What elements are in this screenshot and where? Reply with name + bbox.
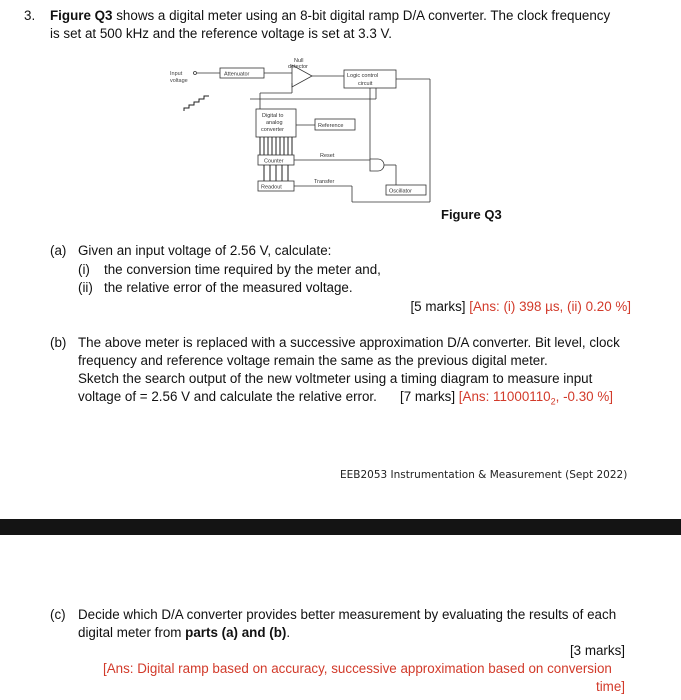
figure-caption: Figure Q3 bbox=[441, 207, 502, 222]
input-label-2: voltage bbox=[170, 78, 188, 84]
part-a-answer: [Ans: (i) 398 µs, (ii) 0.20 %] bbox=[469, 299, 631, 314]
part-c-line2-pre: digital meter from bbox=[78, 625, 186, 640]
attenuator-label: Attenuator bbox=[224, 71, 250, 78]
readout-label: Readout bbox=[261, 184, 282, 191]
and-gate bbox=[370, 159, 384, 171]
input-label-1: Input bbox=[170, 71, 183, 77]
part-b-answer-suffix: , -0.30 %] bbox=[555, 389, 613, 404]
logic-label-2: circuit bbox=[358, 81, 373, 87]
part-c-line2-post: . bbox=[286, 625, 291, 640]
question-intro-line1 bbox=[50, 7, 670, 25]
part-a-item-text: the relative error of the measured voltage. bbox=[104, 280, 353, 295]
readout-bus bbox=[264, 165, 288, 181]
part-c-line2 bbox=[78, 624, 290, 642]
part-c-label: (c) bbox=[50, 607, 66, 622]
dac-bus bbox=[260, 137, 292, 155]
figure-ref: Figure Q3 bbox=[50, 8, 113, 23]
counter-label: Counter bbox=[264, 158, 284, 165]
block-diagram bbox=[160, 55, 450, 215]
part-c-line1: Decide which D/A converter provides better measurement by evaluating the results of each bbox=[78, 607, 617, 622]
part-b-marks: [7 marks] bbox=[400, 389, 456, 404]
dac-label-1: Digital to bbox=[262, 113, 284, 119]
part-b-answer-sub: 2 bbox=[550, 396, 556, 407]
part-b-label: (b) bbox=[50, 335, 67, 350]
part-b-line4: voltage of = 2.56 V and calculate the relative error. bbox=[78, 389, 377, 404]
part-a-label: (a) bbox=[50, 243, 67, 258]
logic-label-1: Logic control bbox=[347, 73, 379, 79]
part-c-marks: [3 marks] bbox=[569, 643, 625, 658]
transfer-label: Transfer bbox=[314, 179, 335, 185]
dac-label-3: converter bbox=[261, 127, 284, 133]
part-b-answer bbox=[458, 389, 613, 407]
part-b-answer-prefix: [Ans: 11000110 bbox=[458, 389, 551, 404]
question-intro-line2: is set at 500 kHz and the reference voltage is set at 3.3 V. bbox=[50, 26, 392, 41]
page-footer: EEB2053 Instrumentation & Measurement (Sept 2022) bbox=[340, 469, 628, 481]
oscillator-label: Oscillator bbox=[389, 188, 412, 195]
part-a-text: Given an input voltage of 2.56 V, calculate: bbox=[78, 243, 332, 258]
page-separator bbox=[0, 519, 681, 535]
part-b-line3: Sketch the search output of the new voltmeter using a timing diagram to measure input bbox=[78, 371, 593, 386]
part-a-marks-line bbox=[410, 298, 631, 316]
part-b-line2: frequency and reference voltage remain the same as the previous digital meter. bbox=[78, 353, 548, 368]
dac-label-2: analog bbox=[266, 120, 283, 126]
part-c-answer-line2: time] bbox=[595, 679, 625, 694]
staircase-symbol bbox=[184, 96, 209, 111]
intro-text: shows a digital meter using an 8-bit digital ramp D/A converter. The clock frequency bbox=[112, 8, 611, 23]
input-terminal bbox=[194, 72, 197, 75]
part-c-answer-line1: [Ans: Digital ramp based on accuracy, successive approximation based on conversion bbox=[103, 661, 612, 676]
part-a-marks: [5 marks] bbox=[410, 299, 466, 314]
part-c-line2-bold: parts (a) and (b) bbox=[185, 625, 287, 640]
reference-label: Reference bbox=[318, 123, 344, 129]
part-a-item-label: (i) bbox=[78, 262, 90, 277]
part-b-marks-line bbox=[400, 388, 613, 411]
part-a-item-label: (ii) bbox=[78, 280, 93, 295]
part-a-item-text: the conversion time required by the meter and, bbox=[104, 262, 381, 277]
question-number: 3. bbox=[24, 8, 36, 23]
null-label-1: Null bbox=[294, 58, 304, 64]
part-b-line1: The above meter is replaced with a successive approximation D/A converter. Bit level, clock bbox=[78, 335, 620, 350]
null-label-2: detector bbox=[288, 64, 308, 70]
reset-label: Reset bbox=[320, 153, 335, 159]
